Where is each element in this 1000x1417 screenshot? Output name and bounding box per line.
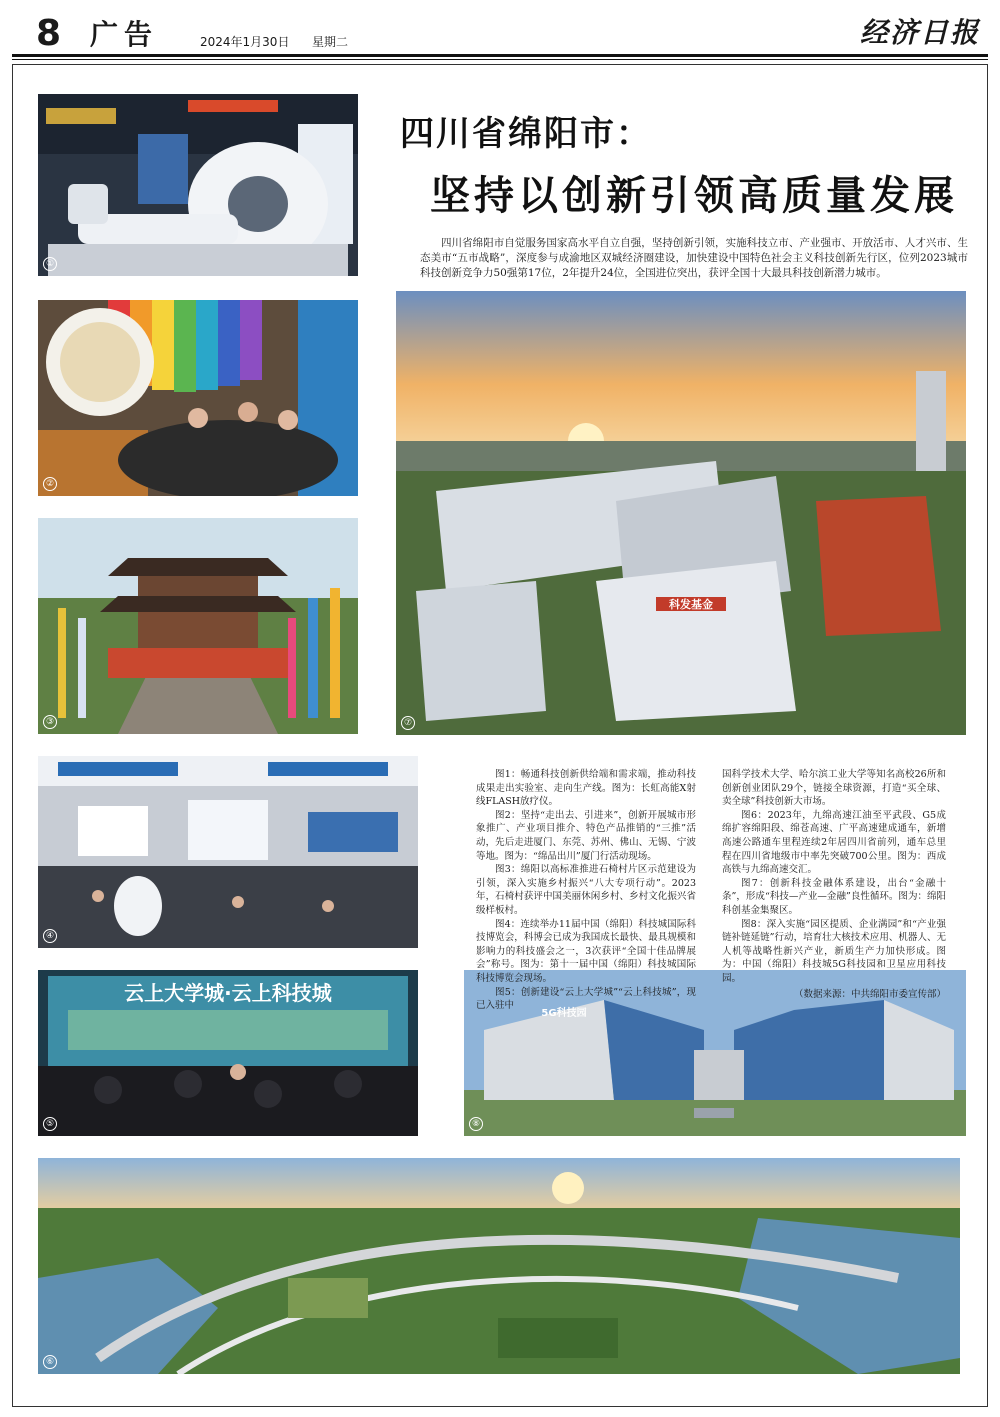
page-number: 8 bbox=[36, 13, 62, 54]
masthead bbox=[10, 12, 990, 54]
photo-1-radiotherapy-device bbox=[38, 94, 358, 276]
photo-3-village-ceremony bbox=[38, 518, 358, 734]
intro-paragraph: 四川省绵阳市自觉服务国家高水平自立自强，坚持创新引领，实施科技立市、产业强市、开放活市、人才兴市、生态美市“五市战略”，深度参与成渝地区双城经济圈建设，加快建设中国特色社会主义科技创新先行区，位列2023城市科技创新竞争力50强第17位，2年提升24位，全国进位突出，获评全国十大最具科技创新潜力城市。 bbox=[420, 237, 968, 279]
masthead-rule-thick bbox=[12, 54, 988, 57]
caption-paragraph: 图8：深入实施“园区提质、企业满园”和“产业强链补链延链”行动，培育壮大核技术应用、机器人、无人机等战略性新兴产业，新质生产力加快形成。图为：中国（绵阳）科技城5G科技园和卫星应用科技园。 bbox=[722, 918, 946, 984]
photo-number-1: ① bbox=[43, 257, 57, 271]
caption-column-right bbox=[722, 768, 946, 1001]
photo-7-sign: 科发基金 bbox=[669, 598, 713, 611]
photo-5-cloud-university bbox=[38, 970, 418, 1136]
photo-number-6: ⑥ bbox=[43, 1355, 57, 1369]
headline-line-2: 坚持以创新引领高质量发展 bbox=[430, 173, 958, 219]
photo-number-7: ⑦ bbox=[401, 716, 415, 730]
caption-paragraph: 图1：畅通科技创新供给端和需求端，推动科技成果走出实验室、走向生产线。图为：长虹高能X射线FLASH放疗仪。 bbox=[476, 769, 696, 808]
section-name: 广告 bbox=[90, 18, 159, 51]
headline-line-1: 四川省绵阳市： bbox=[400, 114, 652, 154]
caption-paragraph: 图7：创新科技金融体系建设，出台“金融十条”，形成“科技—产业—金融”良性循环。图为：绵阳科创基金集聚区。 bbox=[722, 877, 946, 916]
caption-paragraph: 图2：坚持“走出去、引进来”，创新开展城市形象推广、产业项目推介、特色产品推销的“三推”活动，先后走进厦门、东莞、苏州、佛山、无锡、宁波等地。图为：“绵品出川”厦门行活动现场。 bbox=[476, 809, 696, 862]
photo-number-4: ④ bbox=[43, 929, 57, 943]
caption-paragraph: 图3：绵阳以高标准推进石椅村片区示范建设为引领，深入实施乡村振兴“八大专项行动”。2023年，石椅村获评中国美丽休闲乡村、乡村文化振兴省级样板村。 bbox=[476, 864, 696, 916]
photo-5-sign: 云上大学城·云上科技城 bbox=[124, 981, 332, 1005]
photo-number-2: ② bbox=[43, 477, 57, 491]
photo-number-3: ③ bbox=[43, 715, 57, 729]
issue-weekday: 星期二 bbox=[312, 35, 349, 49]
photo-2-trade-promotion bbox=[38, 300, 358, 496]
photo-4-science-expo bbox=[38, 756, 418, 948]
caption-paragraph: 图4：连续举办11届中国（绵阳）科技城国际科技博览会，科博会已成为我国成长最快、最具规模和影响力的科技盛会之一，3次获评“全国十佳品牌展会”称号。图为：第十一届中国（绵阳）科技城国际科技博览会现场。 bbox=[476, 918, 696, 984]
data-source-note: （数据来源：中共绵阳市委宣传部） bbox=[793, 988, 946, 1000]
masthead-rule-thin bbox=[12, 59, 988, 60]
photo-number-8: ⑧ bbox=[469, 1117, 483, 1131]
photo-8-sign: 5G科技园 bbox=[541, 1008, 587, 1019]
caption-paragraph: 国科学技术大学、哈尔滨工业大学等知名高校26所和创新创业团队29个，链接全球资源，打造“买全球、卖全球”科技创新大市场。 bbox=[722, 769, 946, 808]
issue-date: 2024年1月30日 bbox=[200, 35, 290, 49]
photo-7-sci-tech-fund-district bbox=[396, 291, 966, 735]
photo-6-highway-railway-aerial bbox=[38, 1158, 960, 1374]
caption-paragraph: 图6：2023年，九绵高速江油至平武段、G5成绵扩容绵阳段、绵苍高速、广平高速建成通车，新增高速公路通车里程连续2年居四川省前列，通车总里程在四川省地级市中率先突破700公里。图为：西成高铁与九绵高速交汇。 bbox=[722, 809, 946, 876]
caption-paragraph: 图5：创新建设“云上大学城”“云上科技城”，现已入驻中 bbox=[476, 986, 696, 1012]
photo-number-5: ⑤ bbox=[43, 1117, 57, 1131]
caption-column-left bbox=[476, 768, 696, 1013]
newspaper-logo: 经济日报 bbox=[859, 16, 980, 49]
